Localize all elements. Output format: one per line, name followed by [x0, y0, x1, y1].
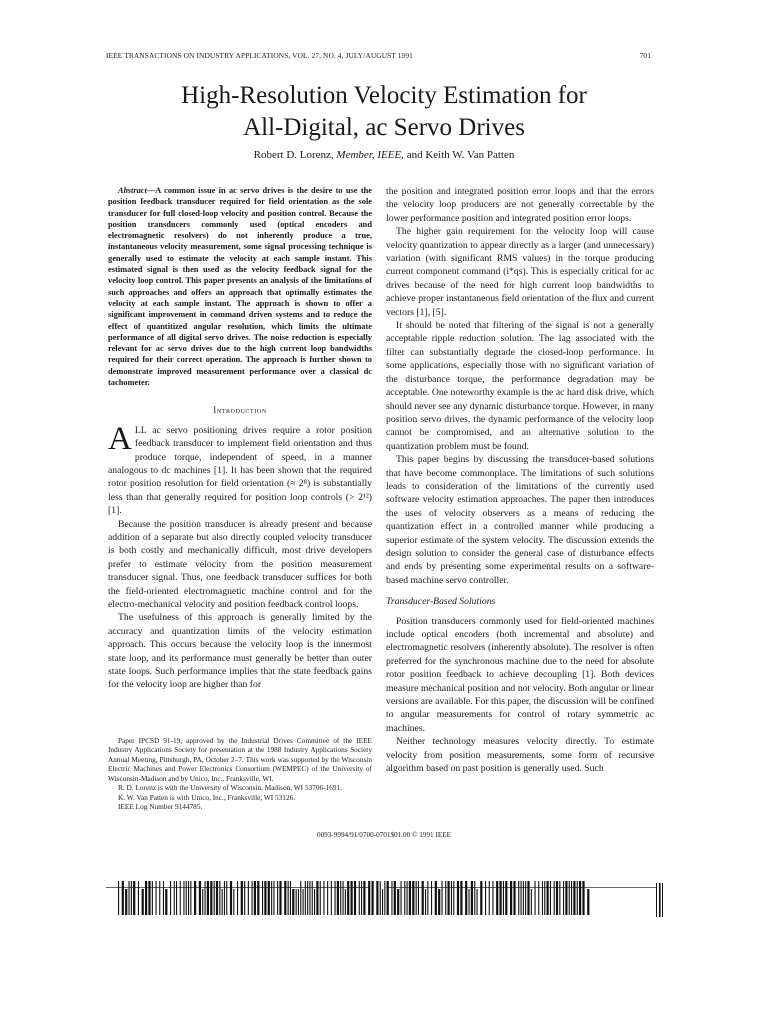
barcode-bar: [170, 881, 171, 915]
barcode-bar: [343, 881, 344, 915]
barcode-bar: [237, 881, 238, 915]
barcode-bar: [376, 881, 378, 915]
footnote-4: IEEE Log Number 9144785.: [118, 802, 203, 812]
barcode-bar: [254, 881, 256, 915]
barcode-bar: [222, 889, 223, 915]
barcode-bar: [425, 889, 426, 915]
barcode-bar: [312, 881, 313, 915]
barcode-bar: [145, 881, 147, 915]
barcode-bar: [288, 881, 289, 915]
barcode-bar: [335, 881, 336, 915]
barcode-bar: [409, 881, 411, 915]
barcode-bar: [547, 881, 549, 915]
barcode-bar: [550, 881, 551, 915]
barcode-bar: [544, 881, 545, 915]
copyright-line: 0093-9994/91/0700-0701$01.00 © 1991 IEEE: [316, 831, 452, 839]
barcode-bar: [521, 881, 522, 915]
barcode-bar: [518, 881, 519, 915]
paper-title: [100, 80, 668, 144]
barcode-bar: [573, 881, 575, 915]
barcode-bar: [477, 889, 478, 915]
barcode-bar: [659, 883, 661, 917]
barcode-bar: [202, 889, 203, 915]
barcode-bar: [465, 881, 467, 915]
barcode-bar: [485, 881, 486, 915]
barcode-bar: [351, 881, 353, 915]
page-number: 701: [639, 51, 651, 60]
barcode-bar: [118, 881, 119, 915]
barcode-bar: [298, 889, 299, 915]
barcode-bar: [354, 881, 356, 915]
barcode-bar: [190, 881, 191, 915]
barcode-bar: [380, 881, 381, 915]
body-paragraph-3: It should be noted that filtering of the signal is not a generally acceptable ripple reduction solution. The lag associated with the filter can substantially degrade the closed-loop performance. In some applications, especially those with no significant variation of the disturbance torque, the performance degradation may be acceptable. One noteworthy example is the ac hard disk drive, which should never see any dynamic disturbance torque. However, in many position servo drives, the dynamic performance of the velocity loop cannot be compromised, and an alternative solution to the quantization problem must be found.: [386, 320, 654, 452]
barcode-bar: [527, 881, 529, 915]
barcode-bar: [262, 881, 263, 915]
barcode-bar: [372, 881, 374, 915]
barcode-bar: [569, 881, 570, 915]
barcode-bar: [565, 881, 567, 915]
barcode-bar: [133, 881, 135, 915]
barcode-bar: [427, 881, 428, 915]
body-paragraph-5: Position transducers commonly used for field-oriented machines include optical encoders (both incremental and absolute) and electromagnetic resolvers (inherently absolute). The resolver is often preferred for the synchronous machine due to the need for absolute rotor position feedback to achieve decoupling [1]. Both devices measure mechanical position and not velocity. Both angular or linear versions are available. For this paper, the discussion will be confined to angular measurements for control of rotary symmetric ac machines.: [386, 615, 654, 734]
barcode-bar: [480, 881, 482, 915]
journal-header: IEEE TRANSACTIONS ON INDUSTRY APPLICATIONS, VOL. 27, NO. 4, JULY/AUGUST 1991: [106, 51, 413, 60]
barcode-bar: [656, 883, 657, 917]
barcode-bar: [199, 881, 201, 915]
barcode-bar: [556, 881, 558, 915]
author-line: [100, 149, 668, 161]
barcode-bar: [320, 881, 321, 915]
barcode-bar: [503, 881, 504, 915]
barcode-bar: [347, 881, 349, 915]
barcode-bar: [163, 881, 164, 915]
barcode-bar: [538, 881, 539, 915]
body-paragraph-6: Neither technology measures velocity directly. To estimate velocity from position measurements, some form of recursive algorithm based on past position is generally used. Such: [386, 736, 654, 775]
barcode-bar: [327, 881, 328, 915]
barcode-bar: [305, 881, 306, 915]
barcode-bar: [404, 881, 405, 915]
barcode-bar: [271, 881, 272, 915]
barcode-bar: [296, 889, 297, 915]
section-heading-introduction: Introduction: [213, 405, 267, 416]
barcode-bar: [257, 881, 259, 915]
footnote-1: Paper IPCSD 91-19, approved by the Industrial Drives Committee of the IEEE Industry Applications Society for presentation at the 1988 Industry Applications Society Annual Meeting, Pittsburgh, PA, October 2–7. This work was supported by the Wisconsin Electric Machines and Power Electronics Consortium (WEMPEC) of the University of Wisconsin-Madison and by Unico, Inc., Franksville, WI.: [108, 735, 372, 783]
barcode-bar: [587, 889, 589, 915]
barcode-bar: [340, 881, 341, 915]
barcode-bar: [577, 881, 578, 915]
barcode-bar: [309, 881, 310, 915]
barcode-bar: [394, 881, 396, 915]
barcode-bar: [122, 881, 124, 915]
barcode-bar: [363, 881, 365, 915]
barcode-bar: [368, 881, 370, 915]
author-first: Robert D. Lorenz,: [253, 149, 334, 161]
barcode-bar: [159, 881, 160, 915]
barcode-bar: [438, 889, 440, 915]
barcode-bar: [571, 881, 572, 915]
barcode-bar: [292, 889, 294, 915]
barcode-bar: [216, 881, 218, 915]
barcode-bar: [307, 881, 308, 915]
barcode-bar: [397, 889, 399, 915]
right-column: [386, 185, 654, 775]
barcode-bar: [152, 881, 153, 915]
barcode-bar: [244, 881, 245, 915]
barcode-bar: [471, 881, 473, 915]
barcode-bar: [331, 881, 332, 915]
barcode-bar: [316, 881, 318, 915]
barcode-bar: [453, 881, 454, 915]
barcode-bar: [535, 881, 536, 915]
barcode-bar: [492, 881, 493, 915]
barcode-bar: [226, 881, 227, 915]
barcode-bar: [460, 881, 462, 915]
barcode-bar: [303, 889, 304, 915]
barcode-bar: [469, 889, 470, 915]
barcode-bar: [248, 881, 249, 915]
barcode-bar: [131, 881, 132, 915]
barcode-bar: [165, 889, 167, 915]
barcode-bar: [314, 889, 315, 915]
barcode-image: [118, 873, 678, 919]
barcode-bar: [422, 881, 424, 915]
barcode-bar: [359, 881, 360, 915]
barcode-bar: [523, 881, 524, 915]
barcode-bar: [554, 881, 555, 915]
barcode-bar: [531, 889, 532, 915]
barcode-bar: [142, 889, 144, 915]
barcode-bar: [563, 881, 564, 915]
footnote-2: R. D. Lorenz is with the University of Wisconsin, Madison, WI 53706-1691.: [118, 783, 342, 793]
barcode-bar: [233, 889, 234, 915]
barcode-bar: [241, 881, 243, 915]
barcode-bar: [451, 881, 452, 915]
subsection-heading: Transducer-Based Solutions: [386, 596, 496, 608]
author-rest: and Keith W. Van Patten: [406, 149, 515, 161]
barcode-bar: [224, 881, 225, 915]
body-paragraph-4: This paper begins by discussing the transducer-based solutions that have become commonplace. The limitations of such solutions leads to consideration of the limitations of the currently used software velocity estimation approaches. The paper then introduces the uses of velocity observers as a means of reducing the quantization effect in a controlled manner while producing a superior estimate of the system velocity. The discussion extends the design solution to consider the general case of disturbance effects and ends by presenting some experimental results on a software-based machine servo controller.: [386, 454, 654, 586]
barcode-bar: [300, 881, 301, 915]
barcode-bar: [148, 881, 150, 915]
barcode-bar: [489, 881, 490, 915]
barcode-bar: [277, 881, 278, 915]
title-line-1: High-Resolution Velocity Estimation for: [181, 82, 587, 109]
barcode-bar: [391, 881, 392, 915]
barcode-bar: [156, 881, 157, 915]
barcode-bar: [252, 881, 253, 915]
barcode-bar: [513, 881, 515, 915]
barcode-bar: [401, 881, 402, 915]
barcode-bar: [290, 881, 291, 915]
barcode-bar: [210, 881, 212, 915]
barcode-bar: [337, 881, 339, 915]
barcode-bar: [510, 881, 512, 915]
intro-paragraph-2: Because the position transducer is already present and because addition of a separate but also directly coupled velocity transducer is both costly and mechanically difficult, most drive developers prefer to estimate velocity from the position measurement transducer signal. Thus, one feedback transducer suffices for both the field-oriented electromagnetic machine control and for the electro-mechanical velocity and position feedback control loops.: [108, 518, 372, 611]
abstract: [108, 185, 372, 388]
barcode-bar: [407, 881, 408, 915]
left-column: [108, 185, 372, 812]
barcode-bar: [435, 881, 437, 915]
drop-cap: A: [108, 420, 132, 457]
barcode-bar: [138, 881, 139, 915]
barcode-bar: [174, 881, 175, 915]
barcode-bar: [382, 889, 383, 915]
barcode-bar: [559, 881, 560, 915]
abstract-label: Abstract: [118, 186, 147, 195]
abstract-text: —A common issue in ac servo drives is the desire to use the position feedback transducer required for field orientation as the sole transducer for full closed-loop velocity and position control. Because the position transducers commonly used (optical encoders and electromagnetic resolvers) do not inherently produce a true, instantaneous velocity measurement, some signal processing technique is generally used to estimate the velocity at each sample instant. This estimated signal is then used as the velocity feedback signal for the velocity loop control. This paper presents an analysis of the limitations of such approaches and offers an approach that optimally estimates the velocity at each sample instant. The approach is shown to offer a significant improvement in command driven systems and to reduce the effect of quantitized angular resolution, which limits the ultimate performance of all digital servo drives. The noise reduction is especially relevant for ac servo drives due to the high current loop bandwidths required for their correct operation. The approach is further shown to demonstrate improved measurement performance over a classical dc tachometer.: [108, 186, 372, 388]
barcode-bar: [268, 881, 270, 915]
barcode-bar: [542, 881, 543, 915]
barcode-bar: [194, 881, 196, 915]
barcode-bar: [188, 881, 189, 915]
barcode-bar: [345, 889, 346, 915]
barcode-bar: [525, 881, 526, 915]
barcode-bar: [264, 881, 266, 915]
barcode-bar: [284, 881, 286, 915]
barcode-bar: [442, 881, 443, 915]
barcode-bar: [125, 889, 127, 915]
barcode-bar: [474, 881, 475, 915]
intro-paragraph-1: [108, 420, 372, 518]
barcode-bar: [129, 881, 130, 915]
barcode-bar: [418, 881, 419, 915]
barcode-bar: [230, 881, 232, 915]
body-paragraph-1: the position and integrated position error loops and that the errors the velocity loop producers are not generally correctable by the lower performance position and integrated position error loops.: [386, 186, 654, 224]
barcode-bar: [416, 881, 417, 915]
barcode-bar: [279, 881, 281, 915]
body-paragraph-2: The higher gain requirement for the velocity loop will cause velocity quantization to appear directly as a larger (and unnecessary) variation (with significant RMS values) in the torque producing current component command (i*qs). This is especially critical for ac drives because of the need for high current loop bandwidths to achieve proper instantaneous field orientation of the flux and current vectors [1], [5].: [386, 226, 654, 318]
barcode-bar: [412, 881, 414, 915]
barcode-bar: [214, 881, 215, 915]
title-line-2: All-Digital, ac Servo Drives: [243, 114, 525, 141]
barcode-bar: [582, 881, 584, 915]
author-membership: Member, IEEE,: [336, 149, 404, 161]
barcode-bar: [361, 881, 362, 915]
barcode-bar: [505, 881, 507, 915]
barcode-bar: [183, 881, 184, 915]
barcode-bar: [205, 881, 206, 915]
footnotes: [108, 736, 372, 812]
intro-paragraph-3: The usefulness of this approach is generally limited by the accuracy and quantization limits of the velocity estimation approach. This occurs because the velocity loop is the innermost state loop, and its performance must generally be better than outer state loops. Such performance implies that the state feedback gains for the velocity loop are higher than for: [108, 612, 372, 691]
barcode-bar: [387, 881, 389, 915]
barcode-bar: [445, 881, 446, 915]
barcode-bar: [662, 883, 663, 917]
barcode-bar: [500, 881, 502, 915]
barcode-bar: [579, 881, 581, 915]
intro-paragraph-1-text: LL ac servo positioning drives require a rotor position feedback transducer to implement field orientation and thus produce torque, independent of speed, in a manner analogous to dc machines [1]. It has been shown that the required rotor position resolution for field orientation (≈ 2⁸) is substantially less than that generally required for position loop controls (> 2¹²) [1].: [108, 424, 372, 517]
barcode-bar: [323, 881, 324, 915]
barcode-bar: [457, 881, 459, 915]
footnote-3: K. W. Van Patten is with Unico, Inc., Franksville, WI 53126.: [118, 792, 296, 802]
barcode-bar: [448, 881, 450, 915]
barcode-bar: [496, 881, 498, 915]
barcode-bar: [384, 881, 385, 915]
barcode-bar: [176, 881, 177, 915]
barcode-bar: [186, 881, 187, 915]
barcode-bar: [219, 881, 220, 915]
barcode-bar: [431, 881, 432, 915]
barcode-bar: [273, 881, 274, 915]
barcode-bar: [207, 881, 209, 915]
barcode-bar: [180, 881, 181, 915]
